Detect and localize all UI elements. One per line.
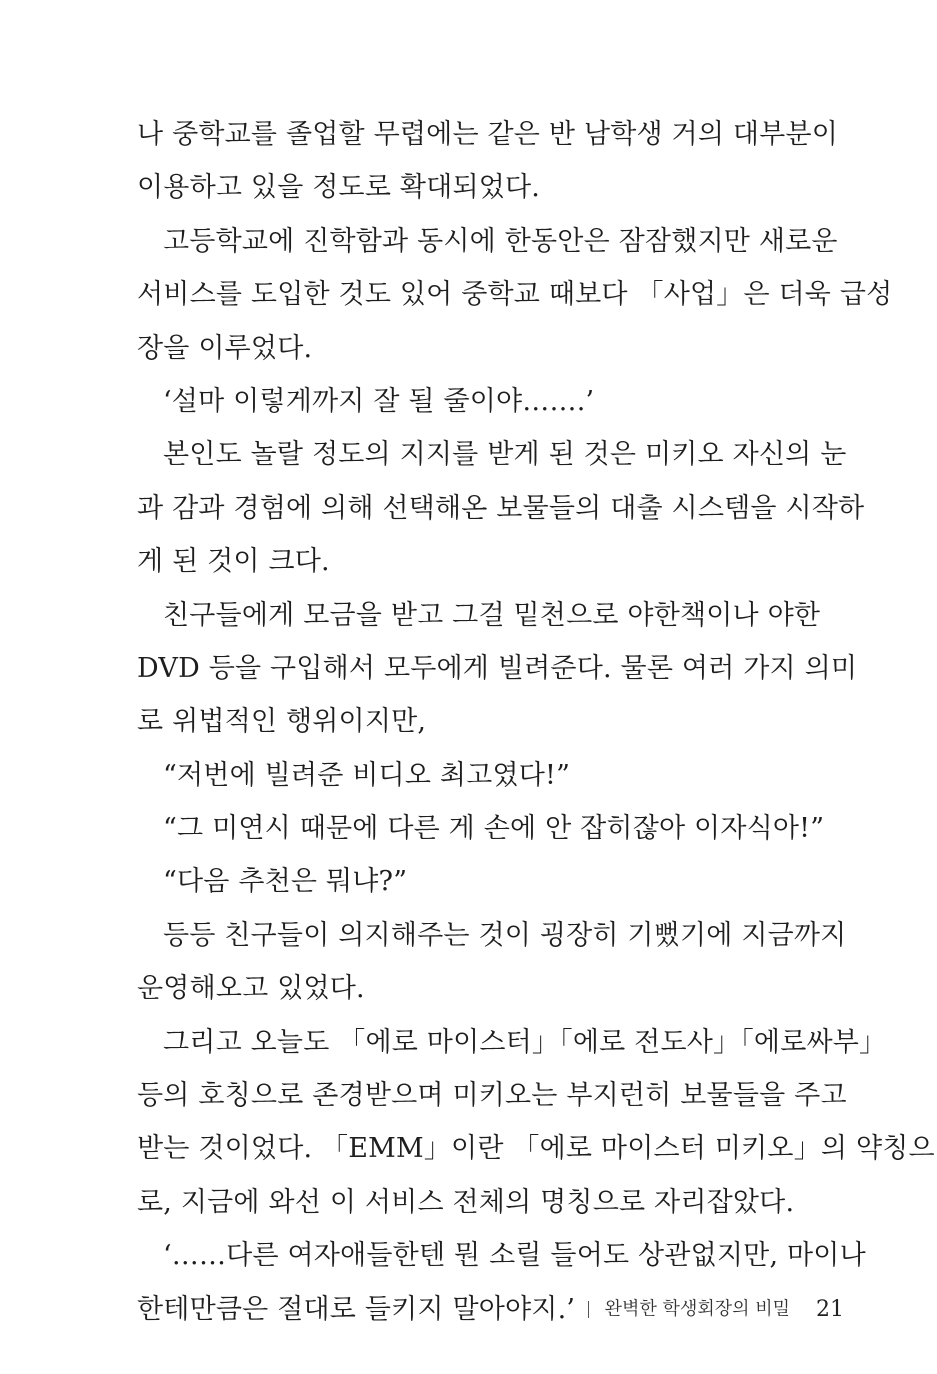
body-line: 서비스를 도입한 것도 있어 중학교 때보다 「사업」은 더욱 급성 <box>137 279 893 311</box>
body-line: 그리고 오늘도 「에로 마이스터」「에로 전도사」「에로싸부」 <box>163 1026 887 1058</box>
body-line: 등의 호칭으로 존경받으며 미키오는 부지런히 보물들을 주고 <box>137 1080 847 1112</box>
body-line: 한테만큼은 절대로 들키지 말아야지.’ <box>137 1293 576 1325</box>
footer-divider <box>588 1301 589 1318</box>
running-title: 완벽한 학생회장의 비밀 <box>604 1298 790 1320</box>
page-footer <box>588 1291 844 1327</box>
body-line: DVD 등을 구입해서 모두에게 빌려준다. 물론 여러 가지 의미 <box>137 652 858 684</box>
body-line: 고등학교에 진학함과 동시에 한동안은 잠잠했지만 새로운 <box>163 225 838 257</box>
body-line: 게 된 것이 크다. <box>137 546 330 578</box>
body-line: 로, 지금에 와선 이 서비스 전체의 명칭으로 자리잡았다. <box>137 1186 795 1218</box>
body-line: 친구들에게 모금을 받고 그걸 밑천으로 야한책이나 야한 <box>163 599 821 631</box>
body-line: 과 감과 경험에 의해 선택해온 보물들의 대출 시스템을 시작하 <box>137 492 865 524</box>
body-line: 장을 이루었다. <box>137 332 313 364</box>
page-number: 21 <box>816 1296 844 1322</box>
body-line: “다음 추천은 뭐냐?” <box>163 866 408 898</box>
body-line: “저번에 빌려준 비디오 최고였다!” <box>163 759 571 791</box>
body-line: 본인도 놀랄 정도의 지지를 받게 된 것은 미키오 자신의 눈 <box>163 439 847 471</box>
body-line: 받는 것이었다. 「EMM」이란 「에로 마이스터 미키오」의 약칭으 <box>137 1133 935 1165</box>
body-line: 이용하고 있을 정도로 확대되었다. <box>137 172 541 204</box>
body-line: 등등 친구들이 의지해주는 것이 굉장히 기뻤기에 지금까지 <box>163 919 847 951</box>
body-line: 나 중학교를 졸업할 무렵에는 같은 반 남학생 거의 대부분이 <box>137 119 839 150</box>
body-line: “그 미연시 때문에 다른 게 손에 안 잡히잖아 이자식아!” <box>163 813 825 845</box>
body-line: 로 위법적인 행위이지만, <box>137 706 427 738</box>
body-line: ‘……다른 여자애들한텐 뭔 소릴 들어도 상관없지만, 마이나 <box>163 1240 866 1272</box>
body-line: ‘설마 이렇게까지 잘 될 줄이야…….’ <box>163 385 595 417</box>
body-line: 운영해오고 있었다. <box>137 973 365 1005</box>
